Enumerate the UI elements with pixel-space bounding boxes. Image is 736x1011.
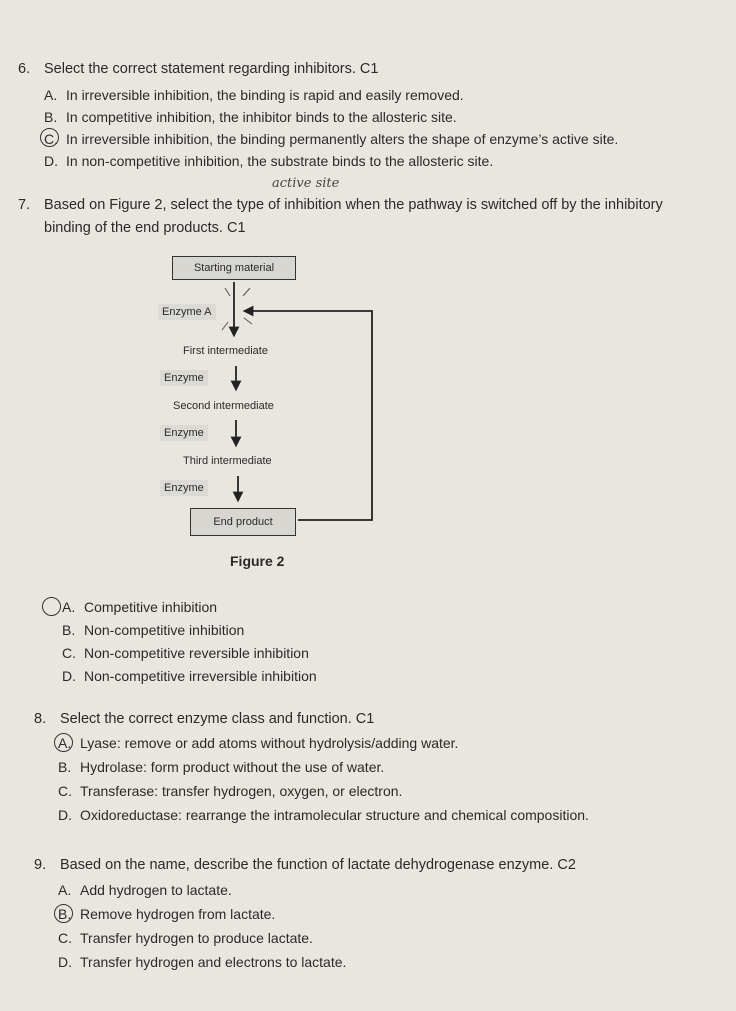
q9-stem: 9. Based on the name, describe the function of lactate dehydrogenase enzyme. C2: [34, 857, 576, 873]
q9-option-a: A. Add hydrogen to lactate.: [58, 882, 232, 898]
first-intermediate-label: First intermediate: [183, 345, 268, 357]
q7-option-a: A. Competitive inhibition: [62, 599, 218, 615]
q7-option-d: D. Non-competitive irreversible inhibition: [62, 668, 317, 684]
q9-option-b: B. Remove hydrogen from lactate.: [58, 906, 276, 922]
enzyme-label-1: Enzyme: [160, 370, 208, 386]
figure-caption: Figure 2: [230, 553, 285, 569]
q7-option-c: C. Non-competitive reversible inhibition: [62, 645, 309, 661]
q7-stem-line1: 7. Based on Figure 2, select the type of inhibition when the pathway is switched off by the inhibitory: [18, 197, 663, 213]
enzyme-label-3: Enzyme: [160, 480, 208, 496]
q7-stem-line2: binding of the end products. C1: [44, 220, 246, 236]
end-product-box: End product: [190, 508, 296, 536]
enzyme-a-label: Enzyme A: [158, 304, 216, 320]
q8-option-a: A. Lyase: remove or add atoms without hydrolysis/adding water.: [58, 735, 459, 751]
q9-option-d: D. Transfer hydrogen and electrons to lactate.: [58, 954, 347, 970]
q6-option-c: C. In irreversible inhibition, the binding permanently alters the shape of enzyme’s active site.: [44, 131, 619, 147]
q8-option-d: D. Oxidoreductase: rearrange the intramolecular structure and chemical composition.: [58, 807, 589, 823]
q6-option-d: D. In non-competitive inhibition, the substrate binds to the allosteric site.: [44, 153, 494, 169]
handwritten-note: active site: [272, 176, 340, 191]
third-intermediate-label: Third intermediate: [183, 455, 272, 467]
q7-option-b: B. Non-competitive inhibition: [62, 622, 245, 638]
q6-option-b: B. In competitive inhibition, the inhibitor binds to the allosteric site.: [44, 109, 457, 125]
q8-stem: 8. Select the correct enzyme class and function. C1: [34, 711, 375, 727]
second-intermediate-label: Second intermediate: [173, 400, 274, 412]
q8-option-c: C. Transferase: transfer hydrogen, oxygen, or electron.: [58, 783, 403, 799]
q8-option-b: B. Hydrolase: form product without the use of water.: [58, 759, 385, 775]
enzyme-label-2: Enzyme: [160, 425, 208, 441]
q6-stem: 6. Select the correct statement regarding inhibitors. C1: [18, 61, 379, 77]
q6-option-a: A. In irreversible inhibition, the binding is rapid and easily removed.: [44, 87, 464, 103]
starting-material-box: Starting material: [172, 256, 296, 280]
q9-option-c: C. Transfer hydrogen to produce lactate.: [58, 930, 313, 946]
answer-circle-q7: [42, 597, 61, 616]
